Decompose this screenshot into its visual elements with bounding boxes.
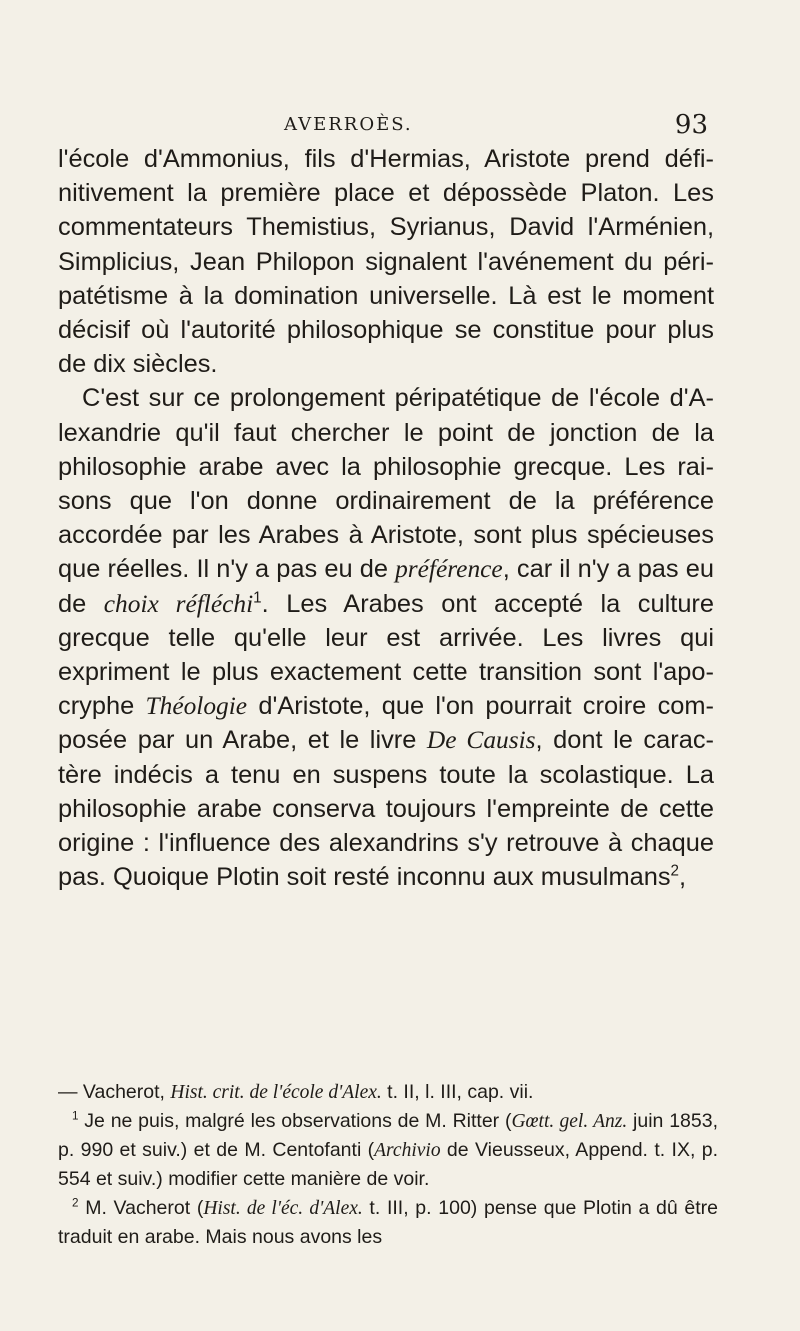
- text-run: . Les Arabes ont accepté la culture grecque telle qu'elle leur est arrivée. Les livres qui expriment le plus exactement cette transition sont l'apo-cryphe: [58, 589, 715, 721]
- footnote-ref-2: 2: [670, 862, 680, 880]
- footnote-2: [58, 1194, 718, 1252]
- emphasis: De Causis: [426, 726, 536, 755]
- footnote-marker: 2: [72, 1196, 79, 1210]
- paragraph-2: [58, 381, 714, 894]
- paragraph-1: l'école d'Ammonius, fils d'Hermias, Aristote prend défi-nitivement la première place et dépossède Platon. Les commentateurs Themistius, Syrianus, David l'Arménien, Simplicius, Jean Philopon signalent l'avénement du péri-patétisme à la domination universelle. Là est le moment décisif où l'autorité philosophique se constitue pour plus de dix siècles.: [58, 145, 714, 379]
- text-run: , dont le carac-tère indécis a tenu en suspens toute la scolastique. La philosophie arabe conserva toujours l'empreinte de cette origine : l'influence des alexandrins s'y retrouve à chaque pas. Quoique Plotin soit resté inconnu aux musulmans: [58, 726, 714, 892]
- text-run: C'est sur ce prolongement péripatétique de l'école d'A-lexandrie qu'il faut chercher le point de jonction de la philosophie arabe avec la philosophie grecque. Les rai-sons que l'on donne ordinairement de la préférence accordée par les Arabes à Aristote, sont plus spécieuses que réelles. Il n'y a pas eu de: [58, 384, 714, 584]
- footnotes: [58, 1078, 718, 1252]
- running-head: AVERROÈS.: [284, 114, 413, 135]
- page-number: 93: [674, 110, 708, 140]
- emphasis: préférence: [395, 555, 503, 584]
- text-run: Je ne puis, malgré les observations de M. Ritter (: [78, 1110, 512, 1132]
- text-run: d'Aristote, que l'on pourrait croire com-posée par un Arabe, et le livre: [58, 692, 714, 755]
- emphasis: Archivio: [374, 1140, 441, 1161]
- emphasis: Gœtt. gel. Anz.: [511, 1111, 628, 1132]
- footnote-continuation: [58, 1078, 718, 1107]
- text-run: t. II, l. III, cap. vii.: [381, 1081, 534, 1103]
- text-run: , car il n'y a pas eu de: [58, 555, 714, 618]
- text-run: M. Vacherot (: [78, 1197, 204, 1219]
- footnote-ref-1: 1: [253, 589, 262, 607]
- text-run: — Vacherot,: [58, 1081, 171, 1103]
- footnote-1: [58, 1107, 718, 1194]
- text-run: juin 1853, p. 990 et suiv.) et de M. Centofanti (: [58, 1110, 718, 1161]
- text-run: de Vieusseux, Append. t. IX, p. 554 et suiv.) modifier cette manière de voir.: [58, 1139, 718, 1190]
- footnote-marker: 1: [72, 1109, 79, 1123]
- emphasis: choix réfléchi: [103, 589, 254, 618]
- text-run: ,: [679, 863, 687, 892]
- body-text: [58, 142, 714, 894]
- text-run: t. III, p. 100) pense que Plotin a dû être traduit en arabe. Mais nous avons les: [58, 1197, 718, 1248]
- page-header: [188, 112, 708, 140]
- emphasis: Hist. de l'éc. d'Alex.: [203, 1198, 363, 1219]
- emphasis: Hist. crit. de l'école d'Alex.: [170, 1082, 382, 1103]
- emphasis: Théologie: [145, 692, 248, 721]
